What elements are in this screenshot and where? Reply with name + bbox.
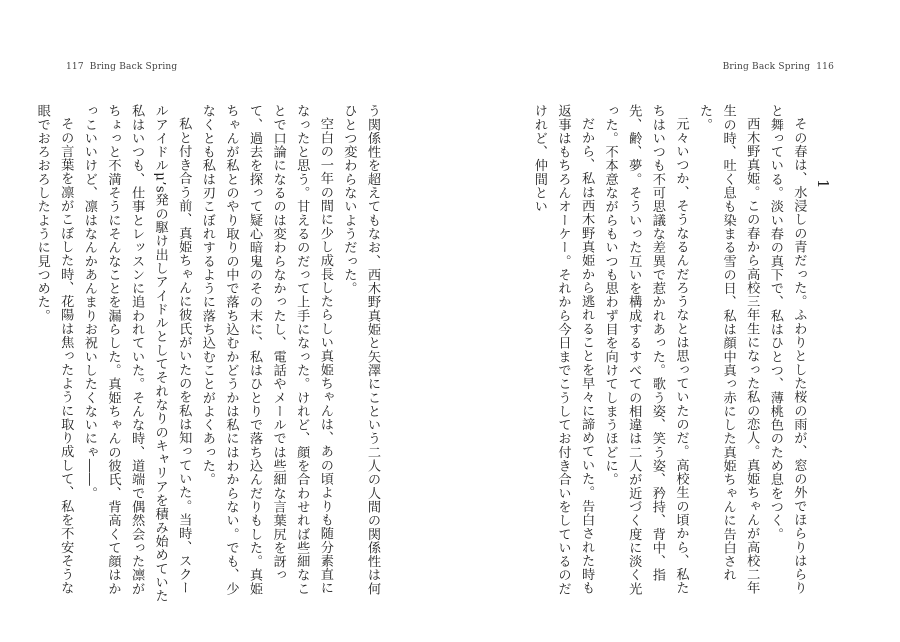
- chapter-number: 1: [814, 179, 832, 189]
- right-paragraph-3: 元々いつか、そうなるんだろうなとは思っていたのだ。高校生の頃から、私たちはいつも不可思議な差異で惹かれあった。歌う姿、笑う姿、矜持、背中、指先、齢、夢。そういった互いを構成するすべての相違は二人が近づく度に淡く光った。不本意ながらもいつも思わず目を向けてしまうほどに。: [602, 104, 689, 596]
- left-page-header: [66, 62, 177, 72]
- right-body-text: [516, 104, 834, 604]
- left-paragraph-2: 空白の一年の間に少し成長したらしい真姫ちゃんは、あの頃よりも随分素直になったと思う。甘えるのだって上手になった。けれど、顔を合わせれば些細なことで口論になるのは変わらなかったし、電話やメールでは些細な言葉尻を訝って、過去を探って疑心暗鬼のその末に、私はひとりで落ち込んだりもした。真姫ちゃんが私とのやり取りの中で落ち込むかどうかは私にはわからない。でも、少なくとも私は刃こぼれするように落ち込むことがよくあった。: [199, 104, 333, 596]
- right-paragraph-2: 西木野真姫。この春から高校三年生になった私の恋人。真姫ちゃんが高校二年生の時、吐く息も染まる雪の日、私は顔中真っ赤にした真姫ちゃんに告白された。: [697, 104, 760, 595]
- right-page-number: 116: [816, 62, 834, 72]
- left-paragraph-3: 私と付き合う前、真姫ちゃんに彼氏がいたのを私は知っていた。当時、スクールアイドルμ’s発の駆け出しアイドルとしてそれなりのキャリアを積み始めていた私はいつも、仕事とレッスンに追われていた。そんな時、道端で偶然会った凛がちょっと不満そうにそんなことを漏らした。真姫ちゃんの彼氏、背高くて顔はかっこいいけど、凛はなんかあんまりお祝いしたくないにゃ――。: [81, 104, 192, 603]
- left-body-text: [34, 104, 384, 604]
- left-paragraph-4: その言葉を凛がこぼした時、花陽は焦ったように取り成して、私を不安そうな眼でおろおろしたように見つめた。: [34, 104, 74, 595]
- right-paragraph-1: その春は、水浸しの青だった。ふわりとした桜の雨が、窓の外でほらりはらりと舞っている。淡い春の真下で、私はひとつ、薄桃色のため息をつく。: [767, 104, 807, 595]
- right-page: [450, 0, 900, 642]
- right-running-title: Bring Back Spring: [722, 62, 811, 72]
- right-paragraph-4: だから、私は西木野真姫から逃れることを早々に諦めていた。告白された時も返事はもちろんオーケー。それから今日までこうしてお付き合いをしているのだけれど、仲間とい: [531, 104, 595, 596]
- left-running-title: Bring Back Spring: [89, 62, 178, 72]
- right-page-header: [723, 62, 834, 72]
- left-page-number: 117: [66, 62, 84, 72]
- left-paragraph-1: う関係性を超えてもなお、西木野真姫と矢澤にこという二人の人間の関係性は何ひとつ変わらないようだった。: [341, 104, 380, 596]
